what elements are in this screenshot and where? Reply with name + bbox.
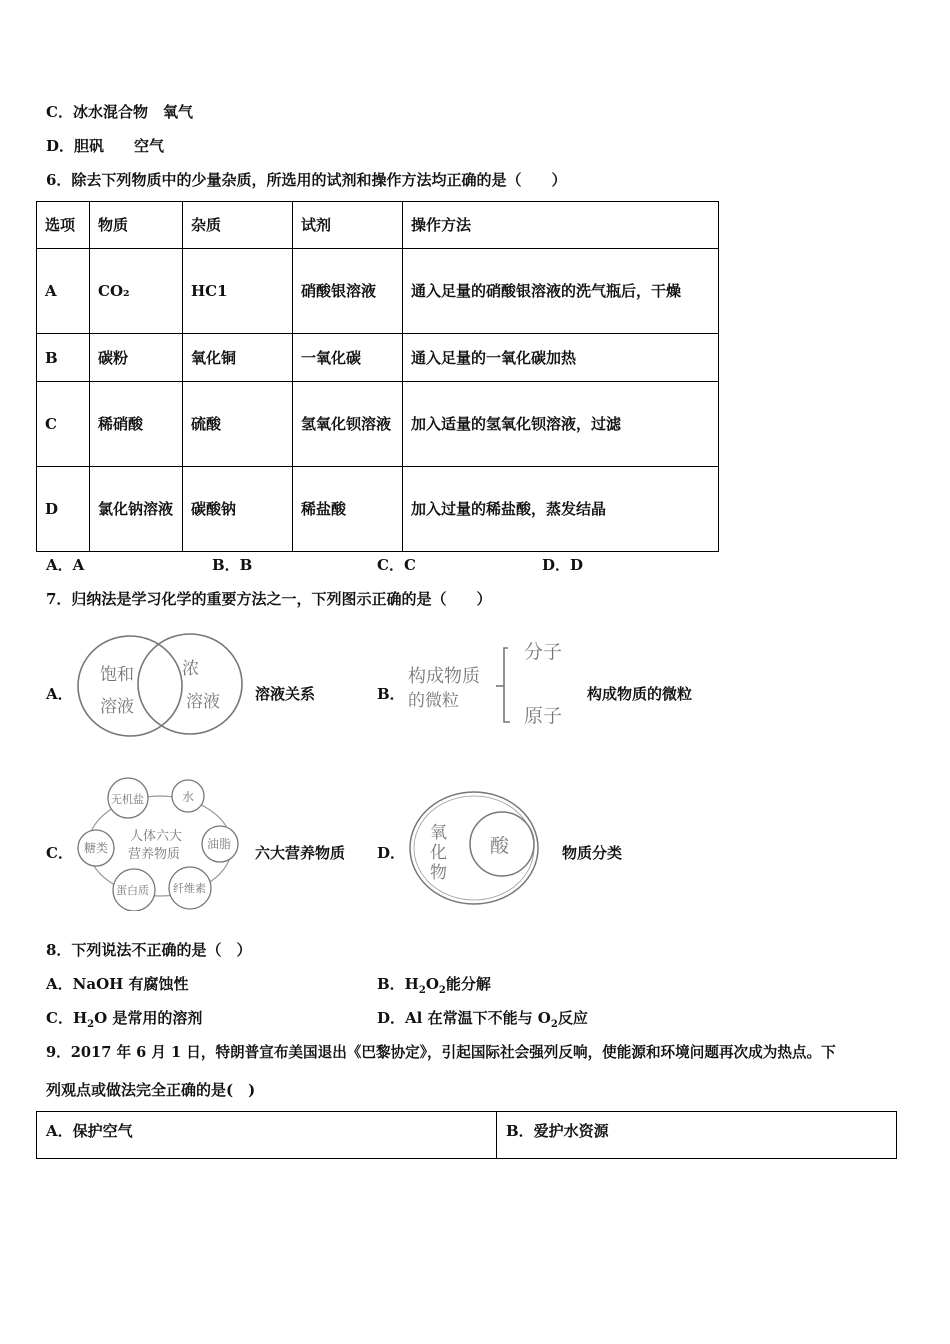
cell: B: [37, 334, 90, 382]
cycle-node-danbaizhi: [113, 869, 155, 911]
cell: 氧化铜: [183, 334, 293, 382]
venn-left-label-1: 饱和: [100, 665, 134, 685]
classification-diagram: [402, 786, 547, 911]
q6-answer-c: C．C: [377, 556, 416, 574]
venn-right-label-2: 溶液: [186, 692, 220, 712]
header-cell: 操作方法: [403, 202, 719, 249]
classify-outer-3: 物: [430, 863, 447, 883]
tree-branch-bottom: 原子: [524, 705, 563, 727]
q7-b-letter: B．: [377, 685, 405, 703]
cycle-node-xianweisu: [169, 867, 211, 909]
cycle-node-shui: [172, 780, 204, 812]
cycle-node-wujiyan: [108, 778, 148, 818]
q8-option-b: B．$H_2O_2$能分解: [377, 975, 491, 996]
classify-outer-1: 氧: [430, 823, 447, 843]
cell: 稀硝酸: [90, 382, 183, 467]
header-cell: 选项: [37, 202, 90, 249]
q8-option-a: A．NaOH 有腐蚀性: [46, 975, 189, 993]
particle-tree-diagram: [400, 630, 585, 740]
tree-root-label-1: 构成物质: [408, 666, 480, 687]
q6-answer-a: A．A: [46, 556, 85, 574]
q6-answer-d: D．D: [542, 556, 584, 574]
brace-icon: [504, 648, 510, 722]
cell: 通入足量的一氧化碳加热: [403, 334, 719, 382]
header-cell: 物质: [90, 202, 183, 249]
header-cell: 试剂: [293, 202, 403, 249]
q7-a-letter: A．: [46, 685, 73, 703]
svg-text:纤维素: 纤维素: [173, 882, 206, 895]
cell: 氢氧化钡溶液: [293, 382, 403, 467]
cell: 加入适量的氢氧化钡溶液，过滤: [403, 382, 719, 467]
q9-cell-b: B．爱护水资源: [497, 1112, 897, 1159]
cell: CO₂: [90, 249, 183, 334]
cell: 氯化钠溶液: [90, 467, 183, 552]
svg-text:无机盐: 无机盐: [111, 793, 144, 806]
q9-cell-a: A．保护空气: [37, 1112, 497, 1159]
q8-option-c: C．$H_2O$ 是常用的溶剂: [46, 1009, 203, 1030]
q7-a-caption: 溶液关系: [255, 685, 316, 703]
classify-outer-2: 化: [430, 843, 447, 863]
tree-root-label-2: 的微粒: [408, 691, 459, 711]
cell: D: [37, 467, 90, 552]
cell: 碳粉: [90, 334, 183, 382]
q8-stem: 8．下列说法不正确的是（ ）: [46, 941, 252, 959]
q7-stem: 7．归纳法是学习化学的重要方法之一，下列图示正确的是（ ）: [46, 590, 492, 608]
q9-stem-line2: 列观点或做法完全正确的是( ): [46, 1081, 256, 1099]
cell: A: [37, 249, 90, 334]
cell: 硫酸: [183, 382, 293, 467]
venn-diagram: [72, 630, 252, 740]
cell: 加入过量的稀盐酸，蒸发结晶: [403, 467, 719, 552]
cell: 通入足量的硝酸银溶液的洗气瓶后，干燥: [403, 249, 719, 334]
cell: HC1: [183, 249, 293, 334]
venn-right-label-1: 浓: [182, 659, 199, 679]
q7-b-caption: 构成物质的微粒: [587, 685, 693, 703]
tree-branch-top: 分子: [524, 641, 563, 663]
cycle-node-youzhi: [202, 826, 238, 862]
cycle-center-label-1: 人体六大: [130, 829, 183, 844]
q7-c-caption: 六大营养物质: [255, 844, 346, 862]
q7-d-caption: 物质分类: [562, 844, 623, 862]
cell: 稀盐酸: [293, 467, 403, 552]
q9-table: [36, 1111, 897, 1159]
q6-stem: 6．除去下列物质中的少量杂质，所选用的试剂和操作方法均正确的是（ ）: [46, 171, 567, 189]
table-row: [37, 249, 719, 334]
svg-text:糖类: 糖类: [84, 841, 109, 855]
table-header-row: [37, 202, 719, 249]
header-cell: 杂质: [183, 202, 293, 249]
cycle-node-tanglei: [78, 830, 114, 866]
q6-answer-b: B．B: [212, 556, 253, 574]
table-row: [37, 334, 719, 382]
q7-c-letter: C．: [46, 844, 73, 862]
q5-option-d: D．胆矾 空气: [46, 137, 165, 155]
cell: 一氧化碳: [293, 334, 403, 382]
cell: 碳酸钠: [183, 467, 293, 552]
q6-table: [36, 201, 719, 552]
cycle-center-label-2: 营养物质: [128, 847, 181, 862]
svg-text:蛋白质: 蛋白质: [116, 884, 149, 897]
table-row: [37, 382, 719, 467]
cell: C: [37, 382, 90, 467]
svg-text:水: 水: [182, 790, 195, 804]
q8-option-d: D．Al 在常温下不能与 $O_2$反应: [377, 1009, 588, 1030]
q5-option-c: C．冰水混合物 氧气: [46, 103, 193, 121]
q9-stem-line1: 9．2017 年 6 月 1 日，特朗普宣布美国退出《巴黎协定》，引起国际社会强列反响，使能源和环境问题再次成为热点。下: [46, 1044, 836, 1061]
table-row: [37, 467, 719, 552]
table-row: [37, 1112, 897, 1159]
svg-text:油脂: 油脂: [207, 837, 232, 851]
nutrients-cycle-diagram: [70, 776, 250, 911]
cell: 硝酸银溶液: [293, 249, 403, 334]
classify-inner: 酸: [490, 835, 510, 857]
q7-d-letter: D．: [377, 844, 406, 862]
venn-left-label-2: 溶液: [100, 697, 134, 717]
